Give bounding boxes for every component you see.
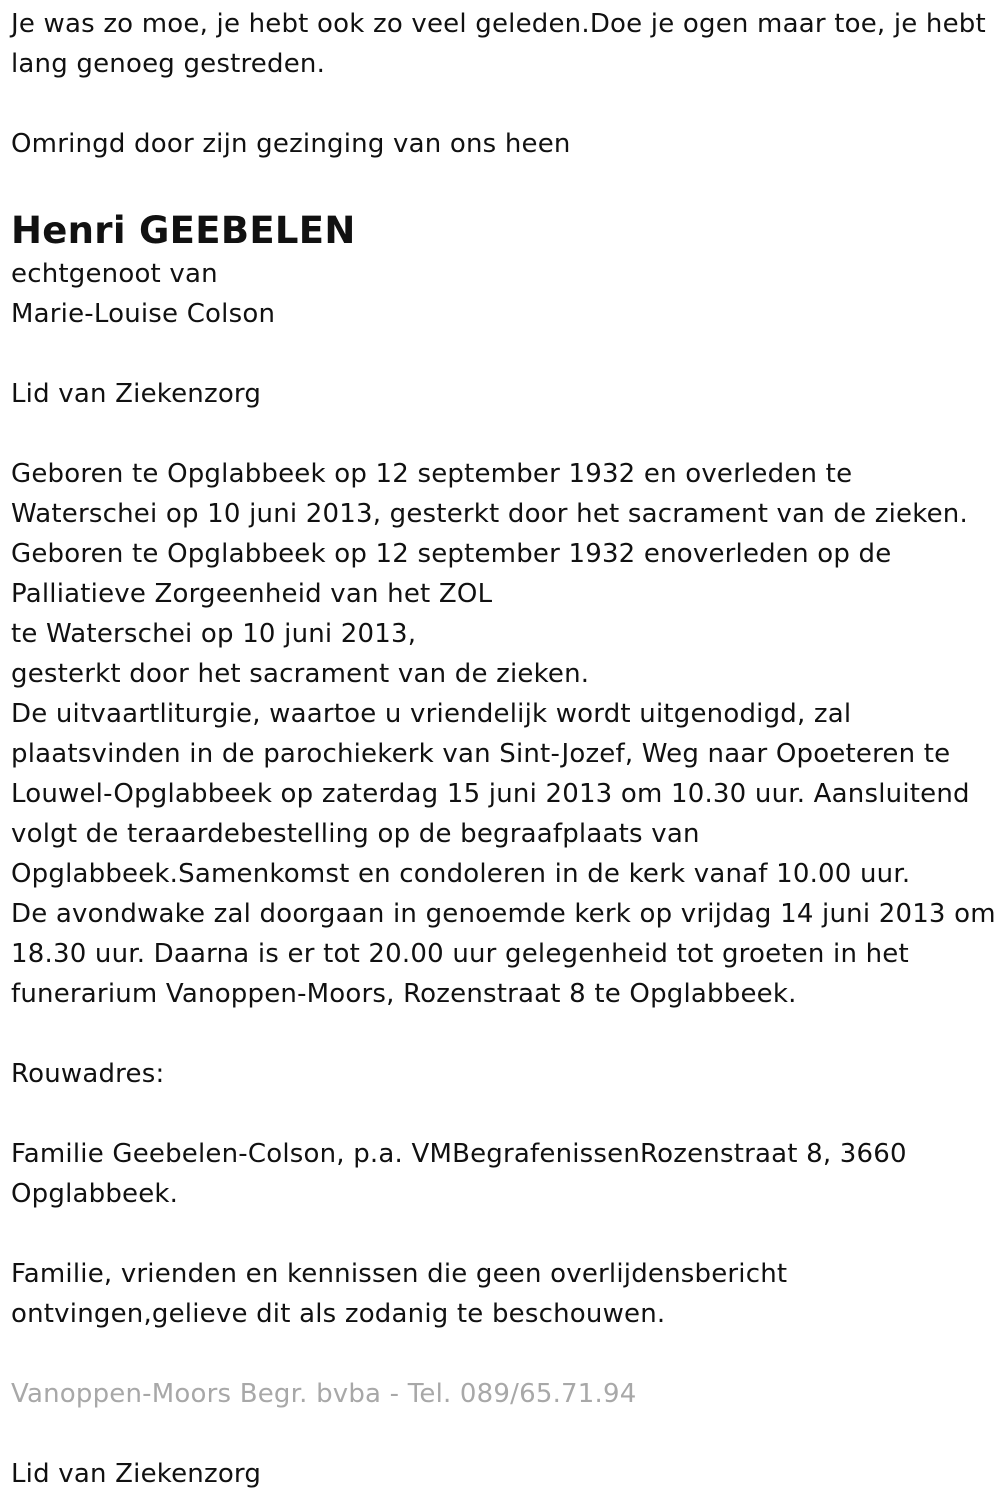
spacer	[11, 1214, 996, 1254]
intro-line-2: lang genoeg gestreden.	[11, 49, 326, 79]
details-line: Palliatieve Zorgeenheid van het ZOL	[11, 579, 493, 609]
membership-text: Lid van Ziekenzorg	[11, 379, 262, 409]
details-line: Geboren te Opglabbeek op 12 september 1932 en overleden te	[11, 459, 853, 489]
death-notice	[11, 4, 996, 1494]
spacer	[11, 1334, 996, 1374]
details-line: De avondwake zal doorgaan in genoemde kerk op vrijdag 14 juni 2013 om	[11, 899, 996, 929]
spacer	[11, 414, 996, 454]
details-line: funerarium Vanoppen-Moors, Rozenstraat 8 te Opglabbeek.	[11, 979, 797, 1009]
details-line: Geboren te Opglabbeek op 12 september 1932 enoverleden op de	[11, 539, 892, 569]
intro-line-1: Je was zo moe, je hebt ook zo veel geleden.Doe je ogen maar toe, je hebt	[11, 9, 986, 39]
details-line: plaatsvinden in de parochiekerk van Sint-Jozef, Weg naar Opoeteren te	[11, 739, 951, 769]
spacer	[11, 1014, 996, 1054]
details-line: Louwel-Opglabbeek op zaterdag 15 juni 2013 om 10.30 uur. Aansluitend	[11, 779, 970, 809]
notice-line-1: Familie, vrienden en kennissen die geen overlijdensbericht	[11, 1259, 788, 1289]
spacer	[11, 84, 996, 124]
spacer	[11, 334, 996, 374]
spacer	[11, 164, 996, 204]
notice-text	[11, 1254, 996, 1334]
intro-verse	[11, 4, 996, 84]
details-paragraph	[11, 454, 996, 1014]
details-line: gesterkt door het sacrament van de zieken.	[11, 659, 590, 689]
membership-footer: Lid van Ziekenzorg	[11, 1459, 262, 1489]
deceased-name: Henri GEEBELEN	[11, 209, 356, 252]
address-line-1: Familie Geebelen-Colson, p.a. VMBegrafenissenRozenstraat 8, 3660	[11, 1139, 907, 1169]
details-line: te Waterschei op 10 juni 2013,	[11, 619, 417, 649]
address-block	[11, 1134, 996, 1214]
notice-line-2: ontvingen,gelieve dit als zodanig te beschouwen.	[11, 1299, 666, 1329]
details-line: Waterschei op 10 juni 2013, gesterkt door het sacrament van de zieken.	[11, 499, 968, 529]
surrounded-text: Omringd door zijn gezinging van ons heen	[11, 129, 571, 159]
undertaker-text: Vanoppen-Moors Begr. bvba - Tel. 089/65.71.94	[11, 1379, 637, 1409]
details-line: volgt de teraardebestelling op de begraafplaats van	[11, 819, 700, 849]
details-line: De uitvaartliturgie, waartoe u vriendelijk wordt uitgenodigd, zal	[11, 699, 852, 729]
address-line-2: Opglabbeek.	[11, 1179, 179, 1209]
spacer	[11, 1414, 996, 1454]
spouse-name: Marie-Louise Colson	[11, 299, 276, 329]
relation-text: echtgenoot van	[11, 259, 218, 289]
spacer	[11, 1094, 996, 1134]
address-label: Rouwadres:	[11, 1059, 165, 1089]
details-line: 18.30 uur. Daarna is er tot 20.00 uur gelegenheid tot groeten in het	[11, 939, 909, 969]
details-line: Opglabbeek.Samenkomst en condoleren in de kerk vanaf 10.00 uur.	[11, 859, 911, 889]
